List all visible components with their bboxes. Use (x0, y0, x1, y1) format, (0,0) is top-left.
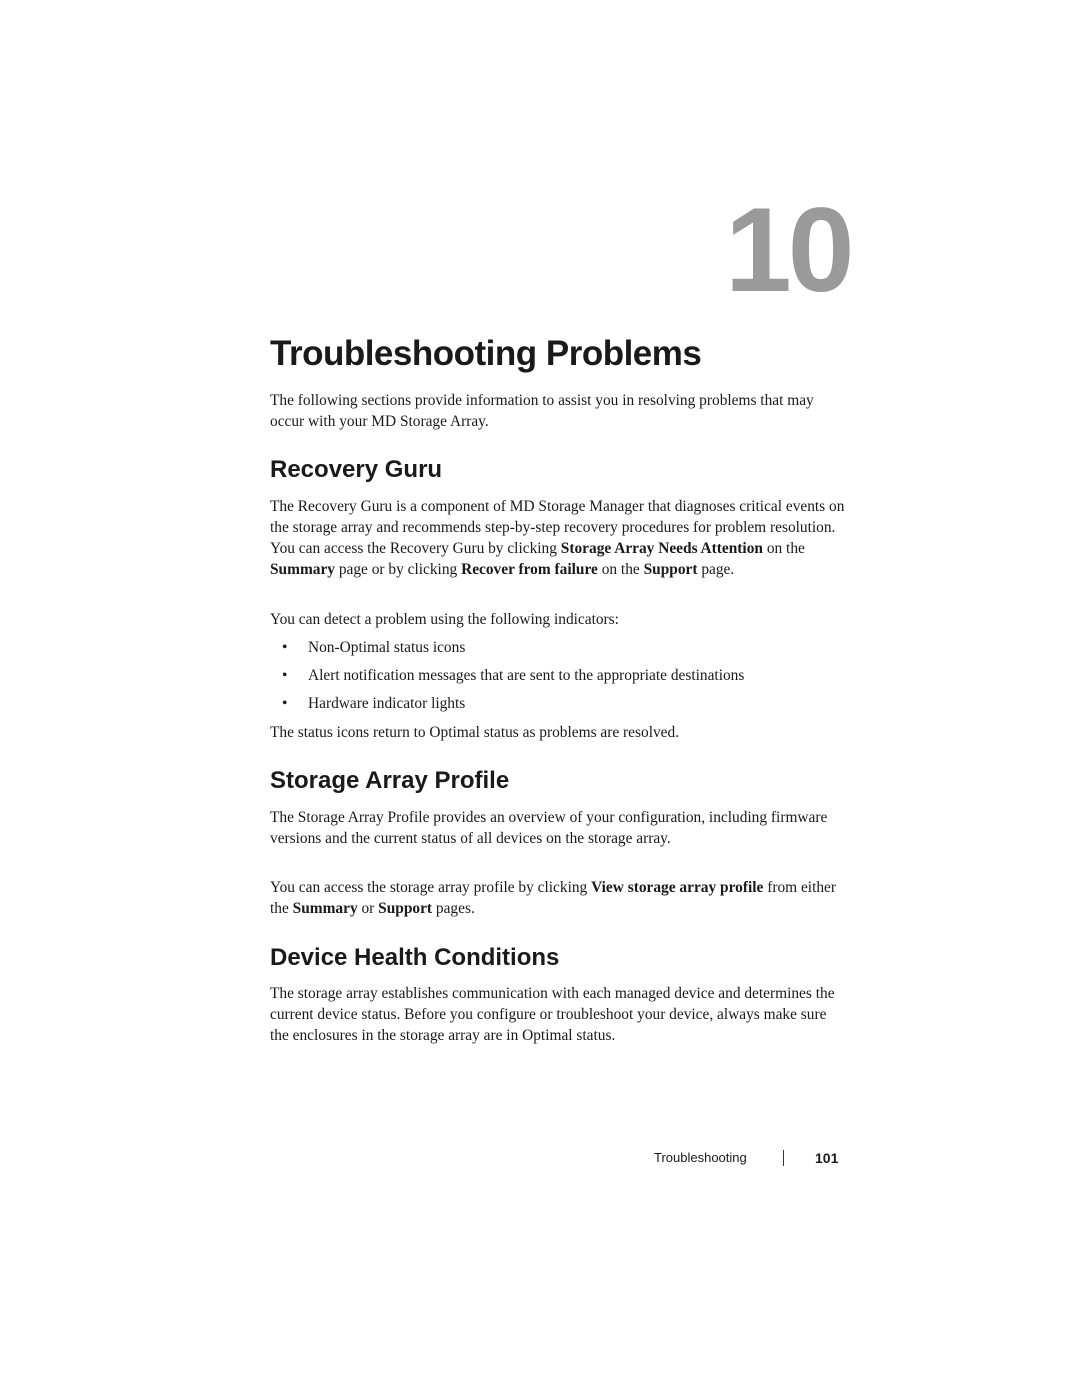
text-run: on the (597, 561, 644, 578)
list-item (270, 693, 845, 721)
bullet-icon: • (282, 695, 288, 712)
recovery-guru-paragraph-2 (270, 609, 845, 630)
ui-term-support: Support (643, 561, 698, 578)
status-icons-text: The status icons return to Optimal status as problems are resolved. (270, 724, 680, 741)
chapter-number: 10 (725, 183, 851, 317)
recovery-guru-text (270, 496, 845, 580)
list-item-text: Hardware indicator lights (308, 695, 466, 712)
ui-term-storage-array-needs-attention: Storage Array Needs Attention (560, 540, 763, 557)
profile-description: The Storage Array Profile provides an overview of your configuration, including firmware versions and the current status of all devices on the storage array. (270, 809, 828, 847)
storage-array-profile-paragraph-2 (270, 877, 845, 919)
list-item (270, 637, 845, 665)
storage-array-profile-paragraph-1 (270, 807, 845, 849)
intro-paragraph: The following sections provide information to assist you in resolving problems that may occur with your MD Storage Array. (270, 392, 814, 430)
storage-array-profile-heading: Storage Array Profile (270, 767, 510, 794)
bullet-icon: • (282, 667, 288, 684)
list-item-text: Alert notification messages that are sent to the appropriate destinations (308, 667, 745, 684)
ui-term-summary: Summary (270, 561, 335, 578)
text-run: page. (697, 561, 735, 578)
list-item-text: Non-Optimal status icons (308, 639, 466, 656)
recovery-guru-paragraph-1 (270, 496, 845, 580)
device-health-paragraph (270, 983, 845, 1046)
page-number: 101 (815, 1150, 839, 1166)
ui-term-view-storage-array-profile: View storage array profile (591, 879, 764, 896)
text-run: on the (762, 540, 805, 557)
text-run: page or by clicking (334, 561, 462, 578)
ui-term-support: Support (378, 900, 433, 917)
footer-divider (783, 1150, 784, 1166)
ui-term-recover-from-failure: Recover from failure (461, 561, 598, 578)
device-health-text: The storage array establishes communication with each managed device and determines the current device status. Before you configure or troubleshoot your device, always make sure the enclosures in the storage array are in Optimal status. (270, 985, 835, 1044)
indicator-list (270, 637, 845, 721)
text-run: pages. (432, 900, 475, 917)
chapter-title: Troubleshooting Problems (270, 334, 702, 373)
text-run: You can access the storage array profile by clicking (270, 879, 592, 896)
recovery-guru-heading: Recovery Guru (270, 456, 443, 483)
bullet-icon: • (282, 639, 288, 656)
chapter-intro (270, 390, 845, 432)
text-run: from either the (270, 879, 837, 917)
footer-section-label: Troubleshooting (654, 1150, 747, 1165)
list-item (270, 665, 845, 693)
text-run: or (357, 900, 379, 917)
device-health-heading: Device Health Conditions (270, 944, 560, 971)
profile-access-text (270, 877, 845, 919)
ui-term-summary: Summary (292, 900, 358, 917)
indicators-intro: You can detect a problem using the following indicators: (270, 611, 619, 628)
recovery-guru-paragraph-3 (270, 722, 845, 743)
text-run: The Recovery Guru is a component of MD Storage Manager that diagnoses critical events on the storage array and recommends step-by-step recovery procedures for problem resolution. You can access the Recovery Guru by clicking (270, 498, 845, 557)
